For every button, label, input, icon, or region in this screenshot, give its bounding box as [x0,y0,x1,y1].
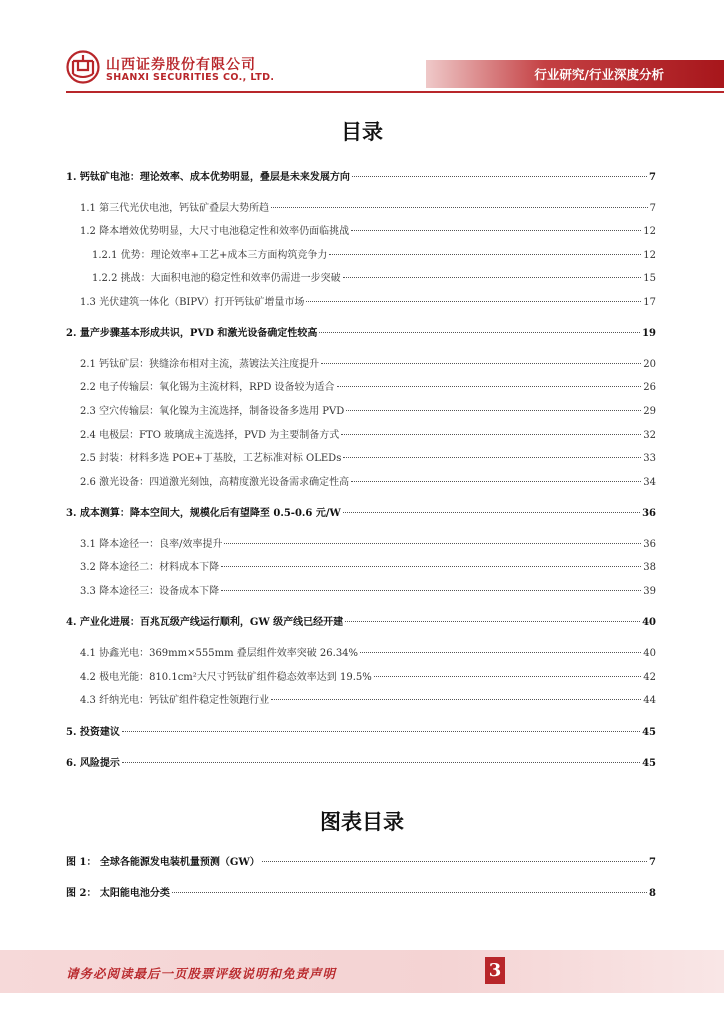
page-header [0,0,724,96]
toc-entry[interactable] [66,616,656,630]
toc-entry-text: 3. 成本测算：降本空间大，规模化后有望降至 0.5-0.6 元/W [66,508,341,519]
toc-entry-text: 1.3 光伏建筑一体化（BIPV）打开钙钛矿增量市场 [80,297,305,308]
toc-entry-page: 40 [642,617,656,628]
toc-entry[interactable] [80,538,656,552]
toc-entry-page: 17 [643,297,656,308]
toc-entry-text: 2.5 封装：材料多选 POE+丁基胶，工艺标准对标 OLEDs [80,453,342,464]
toc-entry-page: 33 [643,453,656,464]
toc-entry-page: 15 [643,273,656,284]
leader-dots [271,207,648,208]
leader-dots [319,332,640,333]
figure-entry-text: 图 2： 太阳能电池分类 [66,888,170,899]
leader-dots [271,699,641,700]
toc-entry-page: 7 [649,203,656,214]
toc-entry[interactable] [80,429,656,443]
leader-dots [172,892,647,893]
toc-entry-page: 39 [643,586,656,597]
toc-entry[interactable] [66,726,656,740]
toc-entry-text: 2.3 空穴传输层：氧化镍为主流选择，制备设备多选用 PVD [80,406,345,417]
header-rule [66,91,724,93]
toc-entry-page: 36 [643,539,656,550]
toc-entry[interactable] [80,671,656,685]
toc-entry-text: 1. 钙钛矿电池：理论效率、成本优势明显，叠层是未来发展方向 [66,172,350,183]
leader-dots [351,481,641,482]
toc-entry-page: 40 [643,648,656,659]
leader-dots [221,566,641,567]
toc-entry-text: 1.2 降本增效优势明显，大尺寸电池稳定性和效率仍面临挑战 [80,226,350,237]
figure-entry-text: 图 1： 全球各能源发电装机量预测（GW） [66,857,260,868]
toc-entry-page: 12 [643,226,656,237]
toc-entry[interactable] [66,757,656,771]
toc-entry-text: 3.1 降本途径一：良率/效率提升 [80,539,223,550]
page-number: 3 [485,957,505,984]
company-name-en: SHANXI SECURITIES CO., LTD. [106,72,275,83]
toc-entry-page: 45 [642,758,656,769]
toc-entry[interactable] [80,452,656,466]
toc-entry[interactable] [92,249,656,263]
leader-dots [341,434,641,435]
toc-entry[interactable] [80,202,656,216]
report-type-band [426,60,724,88]
toc-entry-page: 32 [643,430,656,441]
toc-entry-page: 38 [643,562,656,573]
toc-entry[interactable] [80,296,656,310]
toc-entry-text: 4. 产业化进展：百兆瓦级产线运行顺利，GW 级产线已经开建 [66,617,344,628]
toc-entry[interactable] [80,225,656,239]
figures-title: 图表目录 [320,810,404,834]
toc-entry[interactable] [80,561,656,575]
company-name-cn: 山西证券股份有限公司 [106,57,256,73]
toc-entry-text: 2.1 钙钛矿层：狭缝涂布相对主流，蒸镀法关注度提升 [80,359,320,370]
leader-dots [122,762,640,763]
leader-dots [224,543,641,544]
toc-entry[interactable] [66,507,656,521]
toc-entry[interactable] [92,272,656,286]
toc-entry-text: 2.4 电极层：FTO 玻璃成主流选择，PVD 为主要制备方式 [80,430,340,441]
leader-dots [345,621,640,622]
leader-dots [346,410,641,411]
toc-title: 目录 [341,120,383,144]
company-logo-icon [66,50,100,84]
leader-dots [351,230,641,231]
leader-dots [374,676,642,677]
toc-entry-page: 26 [643,382,656,393]
toc-entry-text: 4.1 协鑫光电：369mm×555mm 叠层组件效率突破 26.34% [80,648,359,659]
toc-entry-text: 4.3 纤纳光电：钙钛矿组件稳定性领跑行业 [80,695,270,706]
toc-entry-text: 2.2 电子传输层：氧化锡为主流材料，RPD 设备较为适合 [80,382,335,393]
leader-dots [221,590,641,591]
toc-entry[interactable] [80,405,656,419]
leader-dots [343,277,642,278]
leader-dots [262,861,647,862]
report-type: 行业研究/行业深度分析 [534,67,664,82]
toc-entry-text: 1.2.2 挑战：大面积电池的稳定性和效率仍需进一步突破 [92,273,341,284]
page-footer [0,950,724,993]
toc-entry[interactable] [80,694,656,708]
toc-entry-text: 3.3 降本途径三：设备成本下降 [80,586,220,597]
toc-entry-text: 1.1 第三代光伏电池，钙钛矿叠层大势所趋 [80,203,270,214]
toc-entry-page: 45 [642,727,656,738]
toc-entry-page: 7 [649,172,656,183]
figure-entry[interactable] [66,856,656,870]
toc-entry[interactable] [80,358,656,372]
leader-dots [360,652,641,653]
toc-entry-text: 3.2 降本途径二：材料成本下降 [80,562,220,573]
toc-entry-page: 34 [643,477,656,488]
toc-entry-text: 1.2.1 优势：理论效率+工艺+成本三方面构筑竞争力 [92,250,328,261]
toc-entry[interactable] [80,476,656,490]
toc-entry-text: 2.6 激光设备：四道激光刻蚀，高精度激光设备需求确定性高 [80,477,350,488]
toc-entry-text: 6. 风险提示 [66,758,120,769]
toc-entry-page: 36 [642,508,656,519]
toc-entry-text: 2. 量产步骤基本形成共识，PVD 和激光设备确定性较高 [66,328,318,339]
toc-entry-page: 20 [643,359,656,370]
leader-dots [343,457,641,458]
toc-entry-text: 4.2 极电光能：810.1cm²大尺寸钙钛矿组件稳态效率达到 19.5% [80,672,372,683]
toc-entry[interactable] [80,381,656,395]
leader-dots [122,731,640,732]
figure-entry-page: 8 [649,888,656,899]
toc-entry-page: 19 [642,328,656,339]
toc-entry[interactable] [80,585,656,599]
leader-dots [343,512,640,513]
leader-dots [306,301,641,302]
leader-dots [352,176,647,177]
toc-entry-page: 44 [643,695,656,706]
toc-entry-text: 5. 投资建议 [66,727,120,738]
toc-entry[interactable] [66,171,656,185]
leader-dots [329,254,641,255]
leader-dots [321,363,641,364]
leader-dots [337,386,642,387]
disclaimer-notice: 请务必阅读最后一页股票评级说明和免责声明 [66,966,337,981]
toc-entry-page: 29 [643,406,656,417]
toc-entry[interactable] [66,327,656,341]
toc-entry-page: 42 [643,672,656,683]
toc-entry-page: 12 [643,250,656,261]
toc-entry[interactable] [80,647,656,661]
figure-entry[interactable] [66,887,656,901]
figure-entry-page: 7 [649,857,656,868]
